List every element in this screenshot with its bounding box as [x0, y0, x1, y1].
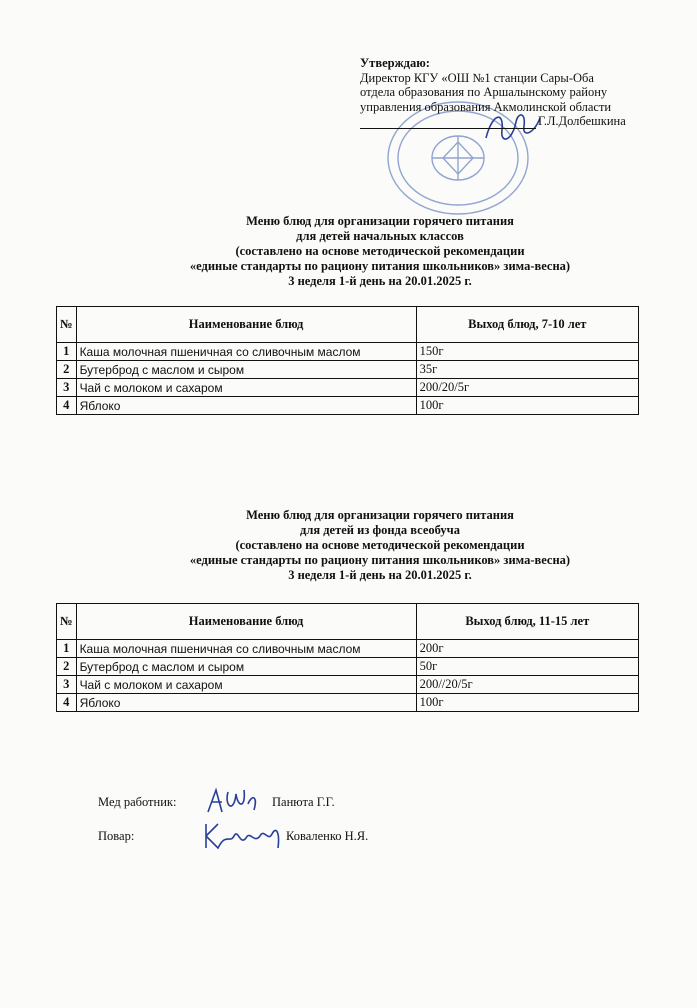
- approval-block: [360, 56, 660, 129]
- menu-1-table: [56, 306, 639, 415]
- row-dish: Яблоко: [76, 694, 416, 712]
- header-num: №: [57, 307, 77, 343]
- table-row: [57, 361, 639, 379]
- header-output: Выход блюд, 7-10 лет: [416, 307, 638, 343]
- row-output: 200/20/5г: [416, 379, 638, 397]
- table-row: [57, 379, 639, 397]
- menu-1-title-line: для детей начальных классов: [296, 229, 464, 243]
- table-row: [57, 676, 639, 694]
- header-num: №: [57, 604, 77, 640]
- row-dish: Бутерброд с маслом и сыром: [76, 658, 416, 676]
- signature-underline: [360, 117, 536, 129]
- row-num: 1: [57, 343, 77, 361]
- menu-2-title: [100, 508, 660, 583]
- row-output: 50г: [416, 658, 638, 676]
- menu-2-title-line: Меню блюд для организации горячего питания: [246, 508, 514, 522]
- row-dish: Каша молочная пшеничная со сливочным маслом: [76, 640, 416, 658]
- staff-role: Повар:: [98, 828, 135, 843]
- approval-signature-line: [360, 114, 660, 129]
- medic-signature-icon: [200, 784, 270, 820]
- row-dish: Каша молочная пшеничная со сливочным маслом: [76, 343, 416, 361]
- staff-name: Панюта Г.Г.: [272, 794, 335, 809]
- table-row: [57, 343, 639, 361]
- table-row: [57, 658, 639, 676]
- table-row: [57, 694, 639, 712]
- menu-2-title-line: «единые стандарты по рациону питания школьников» зима-весна): [189, 553, 571, 567]
- approval-signatory: Г.Л.Долбешкина: [538, 114, 626, 128]
- menu-1-title-line: (составлено на основе методической рекомендации: [235, 244, 525, 258]
- table-row: [57, 397, 639, 415]
- staff-role: Мед работник:: [98, 794, 177, 809]
- menu-1-title: [100, 214, 660, 289]
- menu-2-title-line: для детей из фонда всеобуча: [300, 523, 460, 537]
- row-dish: Чай с молоком и сахаром: [76, 379, 416, 397]
- row-num: 3: [57, 379, 77, 397]
- row-output: 150г: [416, 343, 638, 361]
- approval-header: Утверждаю:: [360, 56, 430, 70]
- row-output: 35г: [416, 361, 638, 379]
- menu-2-title-line: (составлено на основе методической рекомендации: [235, 538, 525, 552]
- table-header-row: [57, 307, 639, 343]
- row-output: 100г: [416, 694, 638, 712]
- approval-line-2: отдела образования по Аршалынскому району: [360, 85, 608, 99]
- medical-worker-signature-row: [98, 784, 335, 820]
- cook-signature-icon: [200, 818, 284, 854]
- row-output: 200г: [416, 640, 638, 658]
- menu-2-table: [56, 603, 639, 712]
- approval-line-1: Директор КГУ «ОШ №1 станции Сары-Оба: [360, 70, 594, 85]
- row-num: 1: [57, 640, 77, 658]
- header-dish-name: Наименование блюд: [76, 307, 416, 343]
- row-num: 4: [57, 397, 77, 415]
- menu-1-title-line: Меню блюд для организации горячего питания: [246, 214, 514, 228]
- row-output: 200//20/5г: [416, 676, 638, 694]
- staff-name: Коваленко Н.Я.: [286, 828, 369, 843]
- header-dish-name: Наименование блюд: [76, 604, 416, 640]
- row-dish: Чай с молоком и сахаром: [76, 676, 416, 694]
- approval-line-3: управления образования Акмолинской области: [360, 99, 612, 114]
- cook-signature-row: [98, 818, 368, 854]
- row-num: 2: [57, 658, 77, 676]
- menu-1-date-line: 3 неделя 1-й день на 20.01.2025 г.: [288, 274, 472, 288]
- row-num: 3: [57, 676, 77, 694]
- row-num: 2: [57, 361, 77, 379]
- row-output: 100г: [416, 397, 638, 415]
- menu-2-date-line: 3 неделя 1-й день на 20.01.2025 г.: [288, 568, 472, 582]
- menu-1-title-line: «единые стандарты по рациону питания школьников» зима-весна): [189, 259, 571, 273]
- row-dish: Бутерброд с маслом и сыром: [76, 361, 416, 379]
- table-row: [57, 640, 639, 658]
- row-num: 4: [57, 694, 77, 712]
- header-output: Выход блюд, 11-15 лет: [416, 604, 638, 640]
- table-header-row: [57, 604, 639, 640]
- row-dish: Яблоко: [76, 397, 416, 415]
